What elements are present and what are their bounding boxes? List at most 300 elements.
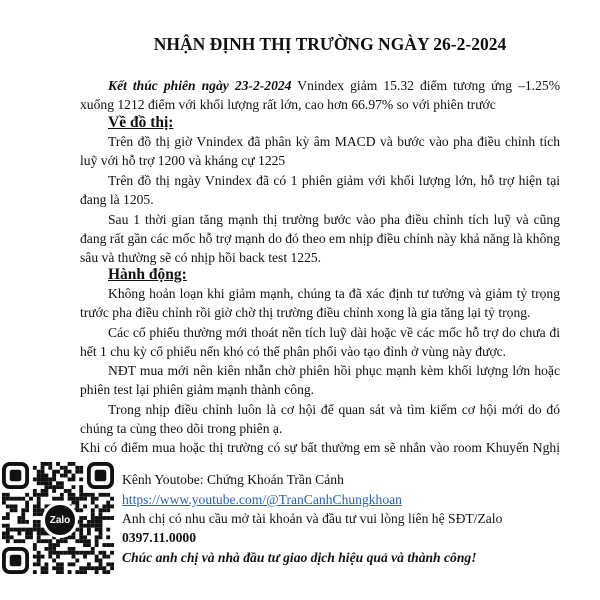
qr-module <box>102 493 106 497</box>
qr-module <box>52 559 56 563</box>
qr-module <box>56 539 60 543</box>
qr-module <box>44 485 48 489</box>
qr-module <box>17 532 21 536</box>
qr-module <box>60 566 64 570</box>
qr-module <box>99 528 103 532</box>
qr-module <box>44 547 48 551</box>
qr-module <box>2 535 6 539</box>
qr-module <box>52 470 56 474</box>
qr-module <box>33 504 37 508</box>
qr-module <box>83 504 87 508</box>
qr-module <box>33 555 37 559</box>
qr-module <box>25 532 29 536</box>
qr-module <box>37 539 41 543</box>
youtube-channel-label: Kênh Youtobe: Chứng Khoán Trần Cảnh <box>122 472 344 487</box>
qr-module <box>60 474 64 478</box>
qr-module <box>25 508 29 512</box>
qr-module <box>52 543 56 547</box>
qr-module <box>72 462 76 466</box>
qr-module <box>10 535 14 539</box>
qr-finder-center <box>95 470 107 482</box>
qr-module <box>37 501 41 505</box>
qr-finder-center <box>10 470 22 482</box>
text-line: luỹ với hỗ trợ 1200 và kháng cự 1225 <box>80 153 286 168</box>
qr-module <box>91 508 95 512</box>
qr-module <box>106 535 110 539</box>
qr-module <box>83 566 87 570</box>
qr-module <box>99 559 103 563</box>
qr-module <box>6 516 10 520</box>
qr-module <box>6 504 10 508</box>
text-line: Trên đồ thị ngày Vnindex đã có 1 phiên giảm với khối lượng lớn, hỗ trợ hiện tại <box>108 173 560 188</box>
qr-module <box>75 551 79 555</box>
qr-module <box>87 539 91 543</box>
qr-module <box>79 493 83 497</box>
youtube-link[interactable]: https://www.youtube.com/@TranCanhChungkhoan <box>122 492 402 507</box>
text-line: chúng ta cùng theo dõi trong phiên ạ. <box>80 421 283 436</box>
qr-module <box>83 493 87 497</box>
text-line: Khi có điểm mua hoặc thị trường có sự bất thường em sẽ nhắn vào room Khuyến Nghị <box>80 440 560 455</box>
qr-module <box>106 508 110 512</box>
qr-module <box>91 501 95 505</box>
qr-module <box>21 520 25 524</box>
qr-module <box>95 566 99 570</box>
text-line: phiên test lại phiên giảm mạnh thành công. <box>80 382 315 397</box>
text-line: trước pha điều chỉnh rồi giờ chờ thị trường điều chỉnh xong là gia tăng lại tỷ trọng. <box>80 305 531 320</box>
qr-module <box>52 547 56 551</box>
qr-module <box>102 566 106 570</box>
qr-module <box>102 508 106 512</box>
qr-module <box>33 489 37 493</box>
qr-module <box>33 528 37 532</box>
qr-module <box>95 520 99 524</box>
qr-module <box>41 466 45 470</box>
qr-module <box>17 497 21 501</box>
qr-module <box>25 501 29 505</box>
qr-module <box>99 512 103 516</box>
qr-module <box>79 485 83 489</box>
qr-module <box>2 516 6 520</box>
qr-module <box>102 551 106 555</box>
qr-module <box>48 477 52 481</box>
qr-module <box>91 512 95 516</box>
qr-module <box>41 555 45 559</box>
qr-module <box>79 497 83 501</box>
qr-module <box>37 470 41 474</box>
qr-module <box>37 524 41 528</box>
qr-module <box>110 551 114 555</box>
qr-module <box>95 559 99 563</box>
qr-module <box>44 539 48 543</box>
qr-module <box>68 547 72 551</box>
qr-module <box>83 524 87 528</box>
qr-module <box>83 551 87 555</box>
qr-module <box>95 497 99 501</box>
qr-module <box>48 466 52 470</box>
text-line: sâu và thường sẽ có nhịp hồi back test 1225. <box>80 250 322 265</box>
qr-module <box>6 535 10 539</box>
qr-module <box>14 539 18 543</box>
qr-module <box>60 485 64 489</box>
qr-module <box>37 477 41 481</box>
qr-module <box>60 562 64 566</box>
qr-module <box>102 504 106 508</box>
qr-module <box>21 497 25 501</box>
qr-module <box>41 470 45 474</box>
qr-module <box>44 489 48 493</box>
qr-module <box>110 566 114 570</box>
qr-module <box>2 497 6 501</box>
qr-module <box>79 532 83 536</box>
qr-module <box>99 535 103 539</box>
qr-module <box>37 493 41 497</box>
qr-module <box>72 555 76 559</box>
qr-module <box>68 477 72 481</box>
qr-module <box>79 528 83 532</box>
qr-finder-center <box>10 555 22 567</box>
qr-module <box>87 566 91 570</box>
qr-module <box>106 570 110 574</box>
qr-module <box>106 543 110 547</box>
qr-module <box>95 543 99 547</box>
qr-module <box>44 462 48 466</box>
qr-module <box>37 555 41 559</box>
qr-module <box>56 497 60 501</box>
qr-module <box>64 539 68 543</box>
qr-module <box>17 520 21 524</box>
qr-module <box>48 539 52 543</box>
text-line: Trong nhịp điều chỉnh luôn là cơ hội để quan sát và tìm kiếm cơ hội mới do đó <box>108 402 560 417</box>
qr-module <box>79 535 83 539</box>
qr-module <box>72 501 76 505</box>
qr-module <box>102 516 106 520</box>
qr-module <box>41 477 45 481</box>
qr-module <box>99 532 103 536</box>
qr-module <box>44 562 48 566</box>
qr-module <box>79 524 83 528</box>
qr-module <box>37 559 41 563</box>
qr-module <box>33 477 37 481</box>
text-line: Trên đồ thị giờ Vnindex đã phân kỳ âm MACD và bước vào pha điều chỉnh tích <box>108 134 560 149</box>
qr-module <box>68 497 72 501</box>
qr-module <box>17 528 21 532</box>
qr-module <box>52 497 56 501</box>
zalo-logo-icon: Zalo <box>42 502 78 538</box>
qr-module <box>68 470 72 474</box>
qr-module <box>56 551 60 555</box>
qr-module <box>87 543 91 547</box>
qr-module <box>56 470 60 474</box>
qr-module <box>110 543 114 547</box>
qr-module <box>79 516 83 520</box>
qr-module <box>10 528 14 532</box>
qr-module <box>52 485 56 489</box>
qr-module <box>83 570 87 574</box>
qr-module <box>37 528 41 532</box>
qr-module <box>25 528 29 532</box>
qr-module <box>68 489 72 493</box>
qr-module <box>110 516 114 520</box>
qr-module <box>99 493 103 497</box>
qr-module <box>33 524 37 528</box>
closing-wish: Chúc anh chị và nhà đầu tư giao dịch hiệu quả và thành công! <box>122 550 477 565</box>
qr-module <box>56 543 60 547</box>
qr-module <box>64 466 68 470</box>
qr-module <box>68 462 72 466</box>
qr-module <box>60 570 64 574</box>
qr-module <box>33 493 37 497</box>
qr-module <box>48 543 52 547</box>
qr-module <box>91 551 95 555</box>
qr-module <box>37 497 41 501</box>
qr-module <box>33 547 37 551</box>
qr-module <box>21 528 25 532</box>
qr-module <box>72 477 76 481</box>
qr-module <box>37 474 41 478</box>
qr-module <box>72 474 76 478</box>
qr-module <box>68 570 72 574</box>
qr-module <box>37 508 41 512</box>
qr-module <box>48 481 52 485</box>
qr-module <box>6 539 10 543</box>
qr-module <box>44 493 48 497</box>
qr-module <box>17 539 21 543</box>
qr-module <box>41 474 45 478</box>
qr-module <box>41 493 45 497</box>
qr-module <box>6 493 10 497</box>
qr-module <box>2 493 6 497</box>
qr-module <box>106 528 110 532</box>
qr-module <box>87 524 91 528</box>
qr-module <box>37 551 41 555</box>
qr-module <box>33 543 37 547</box>
qr-module <box>37 532 41 536</box>
qr-module <box>95 539 99 543</box>
qr-module <box>14 497 18 501</box>
qr-module <box>60 497 64 501</box>
qr-module <box>64 474 68 478</box>
qr-module <box>6 497 10 501</box>
qr-module <box>14 504 18 508</box>
qr-module <box>99 508 103 512</box>
qr-module <box>79 477 83 481</box>
qr-module <box>102 543 106 547</box>
qr-module <box>29 532 33 536</box>
qr-module <box>72 497 76 501</box>
qr-module <box>41 532 45 536</box>
qr-module <box>6 512 10 516</box>
qr-module <box>79 466 83 470</box>
qr-module <box>14 528 18 532</box>
qr-module <box>95 528 99 532</box>
qr-module <box>41 489 45 493</box>
qr-module <box>72 547 76 551</box>
qr-module <box>79 539 83 543</box>
qr-module <box>41 570 45 574</box>
qr-module <box>60 481 64 485</box>
qr-module <box>79 570 83 574</box>
qr-module <box>110 497 114 501</box>
text-line: hết 1 chu kỳ cổ phiếu nến khó có thể phân phối vào tạo đỉnh ở vùng này được. <box>80 344 507 359</box>
qr-module <box>44 477 48 481</box>
qr-module <box>95 504 99 508</box>
qr-module <box>25 504 29 508</box>
qr-module <box>106 493 110 497</box>
qr-module <box>56 485 60 489</box>
qr-module <box>29 497 33 501</box>
qr-module <box>56 562 60 566</box>
qr-module <box>72 562 76 566</box>
qr-module <box>95 555 99 559</box>
qr-module <box>2 532 6 536</box>
text-line: NĐT mua mới nên kiên nhẫn chờ phiên hồi phục mạnh kèm khối lượng lớn hoặc <box>108 363 560 378</box>
qr-module <box>75 497 79 501</box>
qr-module <box>10 504 14 508</box>
qr-module <box>21 508 25 512</box>
text-line: Không hoản loạn khi giảm mạnh, chúng ta đã xác định tư tưởng và giảm tỷ trọng <box>108 286 560 301</box>
qr-module <box>33 508 37 512</box>
qr-module <box>21 539 25 543</box>
qr-module <box>99 566 103 570</box>
qr-module <box>17 516 21 520</box>
qr-module <box>72 493 76 497</box>
qr-module <box>41 539 45 543</box>
qr-module <box>68 493 72 497</box>
qr-module <box>37 520 41 524</box>
qr-module <box>87 562 91 566</box>
qr-module <box>33 562 37 566</box>
qr-module <box>75 470 79 474</box>
page-title: NHẬN ĐỊNH THỊ TRƯỜNG NGÀY 26-2-2024 <box>153 34 507 54</box>
qr-module <box>56 462 60 466</box>
qr-module <box>33 570 37 574</box>
qr-module <box>110 504 114 508</box>
intro-line-1: Kết thúc phiên ngày 23-2-2024 Vnindex giảm 15.32 điểm tương ứng –1.25% <box>108 78 561 93</box>
qr-module <box>60 493 64 497</box>
qr-module <box>6 528 10 532</box>
qr-module <box>52 566 56 570</box>
qr-module <box>83 516 87 520</box>
qr-module <box>60 466 64 470</box>
intro-line-2: xuống 1212 điểm với khối lượng rất lớn, cao hơn 66.97% so với phiên trước <box>80 97 496 112</box>
qr-module <box>64 551 68 555</box>
qr-module <box>95 535 99 539</box>
qr-module <box>48 555 52 559</box>
qr-module <box>79 489 83 493</box>
qr-module <box>44 566 48 570</box>
qr-module <box>41 566 45 570</box>
qr-module <box>75 559 79 563</box>
qr-module <box>60 539 64 543</box>
qr-module <box>41 481 45 485</box>
qr-module <box>56 566 60 570</box>
qr-module <box>75 466 79 470</box>
qr-module <box>75 539 79 543</box>
qr-module <box>44 570 48 574</box>
qr-module <box>14 508 18 512</box>
qr-module <box>95 524 99 528</box>
qr-module <box>95 570 99 574</box>
qr-module <box>79 508 83 512</box>
qr-module <box>56 555 60 559</box>
qr-module <box>99 520 103 524</box>
qr-module <box>33 466 37 470</box>
qr-module <box>10 508 14 512</box>
qr-module <box>91 520 95 524</box>
qr-module <box>83 535 87 539</box>
qr-module <box>37 562 41 566</box>
qr-module <box>83 497 87 501</box>
qr-module <box>29 528 33 532</box>
qr-module <box>91 516 95 520</box>
qr-module <box>79 551 83 555</box>
qr-module <box>91 497 95 501</box>
qr-module <box>106 562 110 566</box>
qr-module <box>79 470 83 474</box>
qr-module <box>68 551 72 555</box>
qr-module <box>79 566 83 570</box>
qr-module <box>48 462 52 466</box>
qr-module <box>52 477 56 481</box>
qr-module <box>106 516 110 520</box>
qr-module <box>87 493 91 497</box>
qr-module <box>83 539 87 543</box>
qr-module <box>87 528 91 532</box>
qr-module <box>72 485 76 489</box>
text-line: Các cổ phiếu thường mới thoát nền tích luỹ dài hoặc về các mốc hỗ trợ do chưa đi <box>108 325 560 340</box>
qr-module <box>87 532 91 536</box>
qr-module <box>37 504 41 508</box>
phone-number: 0397.11.0000 <box>122 530 197 545</box>
text-line: đang là 1205. <box>80 192 154 207</box>
qr-module <box>37 535 41 539</box>
qr-module <box>48 485 52 489</box>
qr-module <box>6 532 10 536</box>
qr-module <box>25 493 29 497</box>
qr-module <box>99 516 103 520</box>
qr-module <box>52 474 56 478</box>
qr-module <box>75 504 79 508</box>
chart-section-heading: Về đồ thị: <box>108 114 174 131</box>
qr-module <box>75 501 79 505</box>
qr-module <box>52 551 56 555</box>
qr-module <box>68 562 72 566</box>
qr-module <box>75 570 79 574</box>
qr-module <box>91 493 95 497</box>
qr-module <box>102 570 106 574</box>
text-line: đang rất gần các mốc hỗ trợ mạnh do đó theo em nhịp điều chỉnh này khả năng là không <box>80 231 560 246</box>
qr-module <box>44 481 48 485</box>
qr-module <box>52 489 56 493</box>
qr-module <box>21 512 25 516</box>
qr-module <box>106 555 110 559</box>
qr-module <box>72 551 76 555</box>
qr-module <box>2 501 6 505</box>
qr-module <box>41 462 45 466</box>
qr-module <box>106 501 110 505</box>
qr-module <box>33 512 37 516</box>
qr-module <box>33 520 37 524</box>
qr-module <box>64 489 68 493</box>
qr-module <box>56 570 60 574</box>
qr-module <box>44 474 48 478</box>
qr-module <box>25 520 29 524</box>
qr-module <box>87 520 91 524</box>
qr-module <box>60 551 64 555</box>
qr-module <box>91 524 95 528</box>
qr-module <box>37 512 41 516</box>
qr-module <box>29 535 33 539</box>
